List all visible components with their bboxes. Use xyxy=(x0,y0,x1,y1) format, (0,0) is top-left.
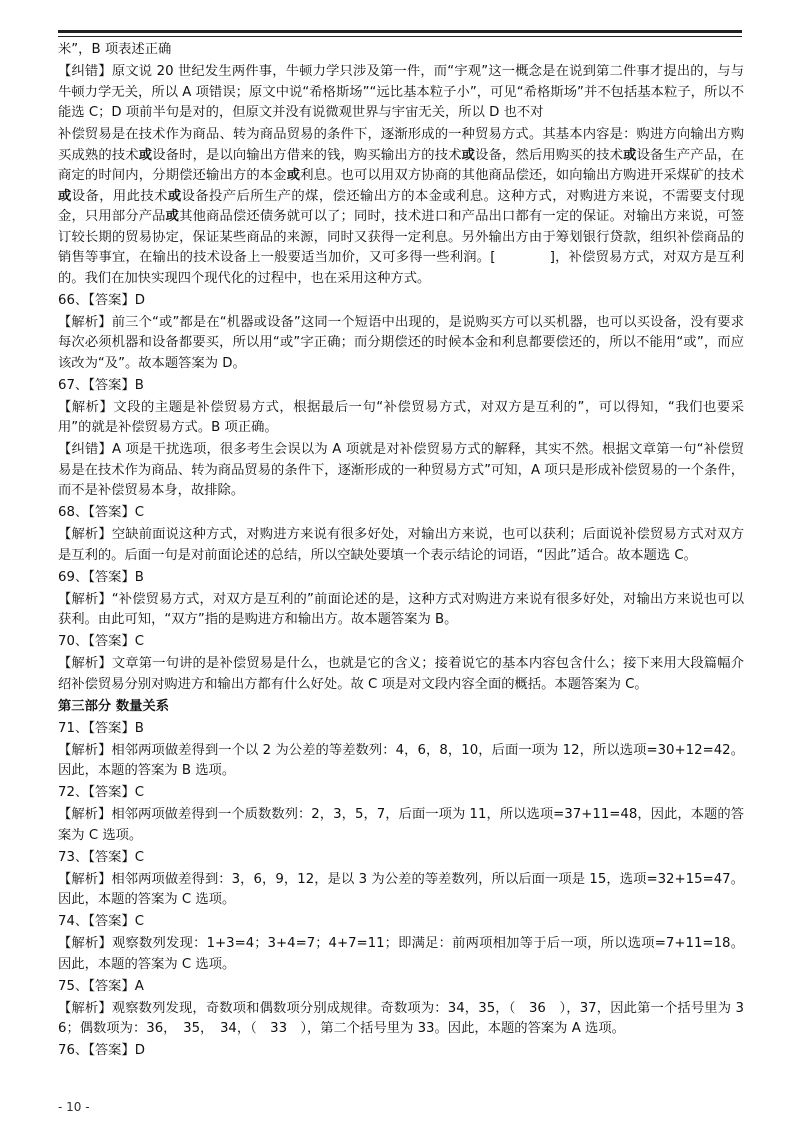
answer-heading: 73、【答案】C xyxy=(58,849,145,865)
text-run: 补偿贸易是在技术作为商品、转为商品贸易的条件下，逐渐形成的一种贸易方式。其基本内容是：购进方向输出方购买成熟的技术 xyxy=(58,127,744,163)
answer-heading: 74、【答案】C xyxy=(58,914,145,929)
body-paragraph: 【解析】前三个“或”都是在“机器或设备”这同一个短语中出现的，是说购买方可以买机器，也可以买设备，没有要求每次必须机器和设备都要买，所以用“或”字正确；而分期偿还的时候本金和利息都要偿还的，所以不能用“或”，而应该改为“及”。故本题答案为 D。 xyxy=(58,314,744,371)
emphasized-word: 或 xyxy=(623,147,637,163)
body-paragraph: 【解析】相邻两项做差得到一个以 2 为公差的等差数列：4，6，8，10，后面一项为 12，所以选项=30+12=42。因此，本题的答案为 B 选项。 xyxy=(58,742,744,778)
text-run: 设备，然后用购买的技术 xyxy=(475,147,624,163)
body-paragraph: 【解析】观察数列发现，奇数项和偶数项分别成规律。奇数项为：34，35，（ 36 ），37，因此第一个括号里为 36；偶数项为：36， 35， 34，（ 33 ），第二个括号里为 33。因此，本题的答案为 A 选项。 xyxy=(58,1000,744,1036)
text-run: 设备时，是以向输出方借来的钱，购买输出方的技术 xyxy=(152,147,462,163)
text-run: 设备，用此技术 xyxy=(71,188,168,204)
emphasized-word: 或 xyxy=(165,209,180,224)
answer-heading: 66、【答案】D xyxy=(58,292,145,308)
answer-heading: 69、【答案】B xyxy=(58,569,144,585)
body-paragraph: 【解析】相邻两项做差得到：3，6，9，12，是以 3 为公差的等差数列，所以后面一项是 15，选项=32+15=47。因此，本题的答案为 C 选项。 xyxy=(58,871,744,907)
answer-heading: 67、【答案】B xyxy=(58,377,144,393)
emphasized-word: 或 xyxy=(167,188,182,204)
body-paragraph: 【纠错】原文说 20 世纪发生两件事，牛顿力学只涉及第一件，而“宇观”这一概念是在说到第二件事才提出的，与与牛顿力学无关，所以 A 项错误；原文中说“希格斯场”“远比基本粒子小”，可见“希格斯场”并不包括基本粒子，所以不能选 C；D 项前半句是对的，但原文并没有说微观世界与宇宙无关，所以 D 也不对 xyxy=(58,64,744,120)
document-body xyxy=(58,40,744,1063)
passage-paragraph xyxy=(58,125,744,289)
emphasized-word: 或 xyxy=(286,168,301,183)
answer-heading: 70、【答案】C xyxy=(58,634,145,649)
body-paragraph: 【解析】文段的主题是补偿贸易方式，根据最后一句“补偿贸易方式，对双方是互利的”，可以得知，“我们也要采用”的就是补偿贸易方式。B 项正确。 xyxy=(58,399,744,435)
answer-heading: 72、【答案】C xyxy=(58,785,145,800)
body-paragraph: 【解析】相邻两项做差得到一个质数数列：2，3，5，7，后面一项为 11，所以选项=37+11=48，因此，本题的答案为 C 选项。 xyxy=(58,807,744,843)
body-paragraph: 【解析】“补偿贸易方式，对双方是互利的”前面论述的是，这种方式对购进方来说有很多好处，对输出方来说也可以获利。由此可知，“双方”指的是购进方和输出方。故本题答案为 B。 xyxy=(58,591,744,627)
answer-heading: 75、【答案】A xyxy=(58,978,144,994)
body-paragraph: 【解析】观察数列发现：1+3=4；3+4=7；4+7=11；即满足：前两项相加等于后一项，所以选项=7+11=18。因此，本题的答案为 C 选项。 xyxy=(58,936,744,972)
text-run: 其他商品偿还债务就可以了；同时，技术进口和产品出口都有一定的保证。对输出方来说，可签订较长期的贸易协定，保证某些商品的来源，同时又获得一定利息。另外输出方由于筹划银行贷款，组织补偿商品的销售等事宜，在输出的技术设备上一般要适当加价，又可多得一些利润。[ ]，补偿贸易方式，对双方是互利的。我们在加快实现四个现代化的过程中，也在采用这种方式。 xyxy=(58,209,745,286)
body-paragraph: 米”，B 项表述正确 xyxy=(58,42,172,57)
answer-heading: 71、【答案】B xyxy=(58,720,144,736)
body-paragraph: 【解析】文章第一句讲的是补偿贸易是什么，也就是它的含义；接着说它的基本内容包含什么；接下来用大段篇幅介绍补偿贸易分别对购进方和输出方都有什么好处。故 C 项是对文段内容全面的概括。本题答案为 C。 xyxy=(58,656,744,692)
answer-heading: 76、【答案】D xyxy=(58,1043,145,1058)
section-title: 第三部分 数量关系 xyxy=(58,698,170,714)
body-paragraph: 【解析】空缺前面说这种方式，对购进方来说有很多好处，对输出方来说，也可以获利；后面说补偿贸易方式对双方是互利的。后面一句是对前面论述的总结，所以空缺处要填一个表示结论的词语，“因此”适合。故本题选 C。 xyxy=(58,527,744,563)
emphasized-word: 或 xyxy=(58,188,72,204)
emphasized-word: 或 xyxy=(138,147,153,163)
header-rule-thick xyxy=(58,30,742,33)
page-number: - 10 - xyxy=(58,1100,90,1114)
answer-heading: 68、【答案】C xyxy=(58,505,145,520)
header-rule-thin xyxy=(58,36,742,37)
text-run: 设备投产后所生产的煤，偿还输出方的本金或利息。这种方式，对购进方来说，不需要支付现金，只用部分产品 xyxy=(58,188,745,224)
text-run: 利息。也可以用双方协商的其他商品偿还，如向输出方购进开采煤矿的技术 xyxy=(300,168,745,183)
emphasized-word: 或 xyxy=(461,147,476,163)
body-paragraph: 【纠错】A 项是干扰选项，很多考生会误以为 A 项就是对补偿贸易方式的解释，其实不然。根据文章第一句“补偿贸易是在技术作为商品、转为商品贸易的条件下，逐渐形成的一种贸易方式”可知，A 项只是形成补偿贸易的一个条件，而不是补偿贸易本身，故排除。 xyxy=(58,442,744,498)
text-run: 设备生产产品，在商定的时间内，分期偿还输出方的本金 xyxy=(58,147,745,183)
